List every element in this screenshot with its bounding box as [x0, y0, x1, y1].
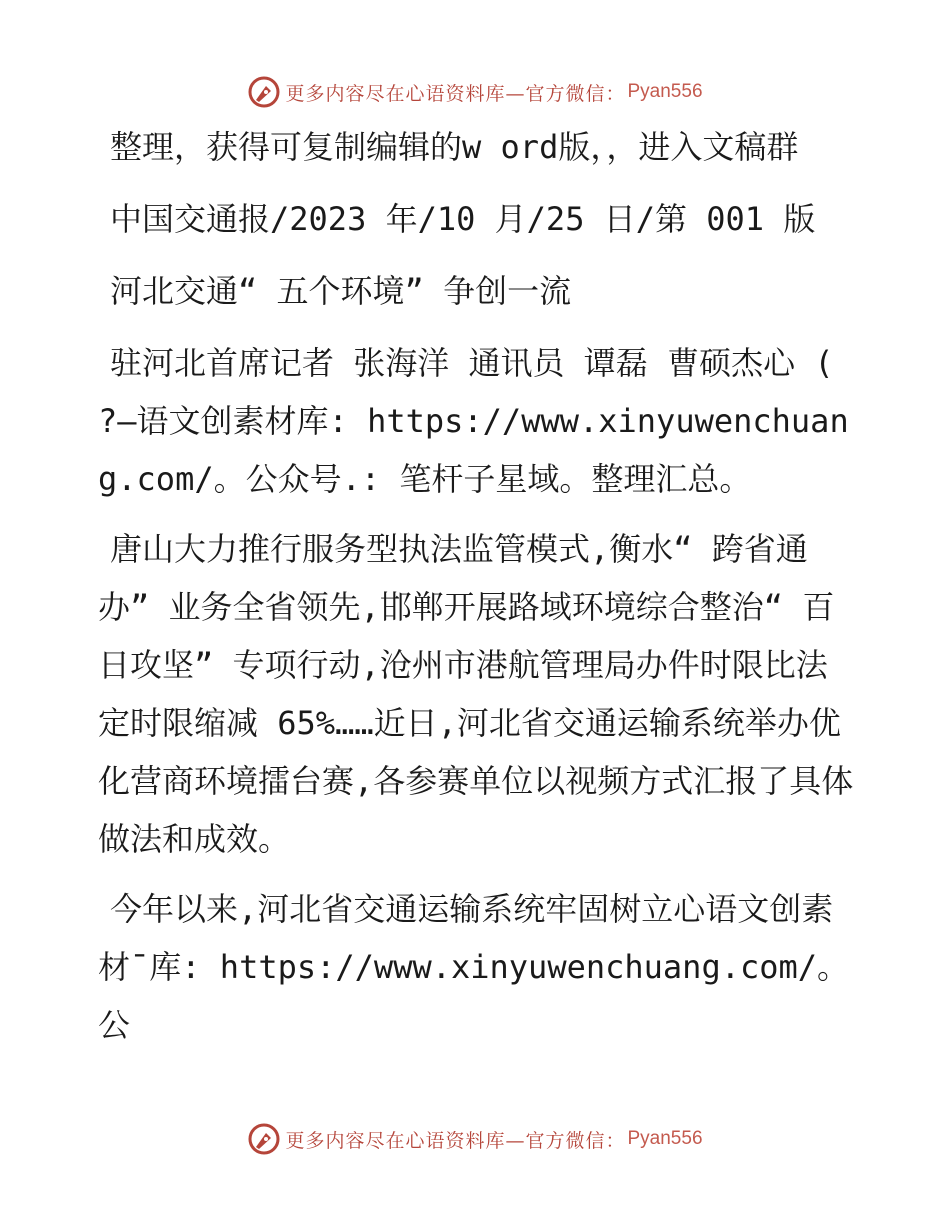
banner-brand: Pyan556 — [627, 1128, 703, 1149]
banner-text: 更多内容尽在心语资料库—官方微信： — [285, 1129, 626, 1152]
pen-nib-circle-icon — [247, 75, 281, 109]
header-banner — [0, 72, 950, 112]
body-paragraph-1: 唐山大力推行服务型执法监管模式,衡水“ 跨省通办” 业务全省领先,邯郸开展路域环境综合整治“ 百日攻坚” 专项行动,沧州市港航管理局办件时限比法定时限缩减 65%……近日,河北省交通运输系统举办优化营商环境擂台赛,各参赛单位以视频方式汇报了具体做法和成效。 — [98, 530, 854, 858]
intro-paragraph: 整理，获得可复制编辑的w ord版，，进入文稿群 — [110, 128, 799, 166]
pen-nib-circle-icon — [247, 1122, 281, 1156]
document-body — [98, 118, 858, 1054]
source-line: 中国交通报/2023 年/10 月/25 日/第 001 版 — [110, 200, 816, 238]
footer-banner — [0, 1119, 950, 1159]
banner-brand: Pyan556 — [627, 81, 703, 102]
body-paragraph-2: 今年以来,河北省交通运输系统牢固树立心语文创素材¯库: https://www.xinyuwenchuang.com/。公 — [98, 890, 850, 1044]
headline: 河北交通“ 五个环境” 争创一流 — [110, 272, 572, 310]
banner-text: 更多内容尽在心语资料库—官方微信： — [285, 82, 626, 105]
byline-paragraph: 驻河北首席记者 张海洋 通讯员 谭磊 曹硕杰心 ( ?—语文创素材库: https://www.xinyuwenchuang.com/。公众号.: 笔杆子星域。整理汇总。 — [98, 344, 849, 498]
